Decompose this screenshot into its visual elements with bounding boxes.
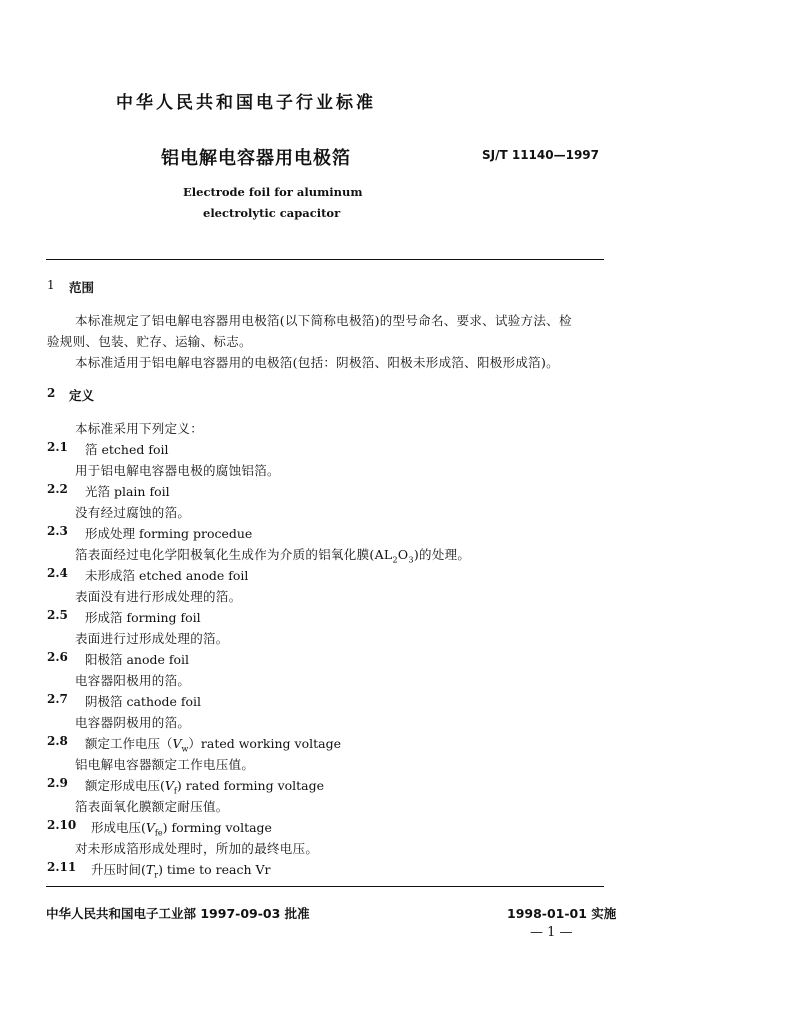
definition-number: 2.9 bbox=[47, 776, 68, 790]
section-1-number: 1 bbox=[47, 278, 55, 292]
definition-number: 2.8 bbox=[47, 734, 68, 748]
header-divider bbox=[46, 259, 604, 260]
definition-term: 形成处理 forming procedue bbox=[85, 526, 253, 541]
definition-term: 光箔 plain foil bbox=[85, 484, 170, 499]
section-1-paragraph-1-line-1: 本标准规定了铝电解电容器用电极箔(以下简称电极箔)的型号命名、要求、试验方法、检 bbox=[75, 313, 572, 328]
definition-description: 对未形成箔形成处理时，所加的最终电压。 bbox=[75, 841, 319, 856]
document-title-en-line2: electrolytic capacitor bbox=[203, 206, 341, 220]
document-title-zh: 铝电解电容器用电极箔 bbox=[161, 148, 351, 169]
section-1-paragraph-1-line-2: 验规则、包装、贮存、运输、标志。 bbox=[47, 334, 252, 349]
definition-number: 2.10 bbox=[47, 818, 77, 832]
section-2-title: 定义 bbox=[69, 388, 95, 403]
definition-description: 表面进行过形成处理的箔。 bbox=[75, 631, 229, 646]
definition-term: 额定工作电压$(V_w)rated$ working voltage bbox=[85, 736, 341, 754]
definition-description: 铝电解电容器额定工作电压值。 bbox=[75, 757, 255, 772]
definition-number: 2.7 bbox=[47, 692, 68, 706]
definition-number: 2.3 bbox=[47, 524, 68, 538]
definition-description: 用于铝电解电容器电极的腐蚀铝箔。 bbox=[75, 463, 280, 478]
definition-number: 2.5 bbox=[47, 608, 68, 622]
definition-term: 形成箔 forming foil bbox=[85, 610, 201, 625]
section-2-intro: 本标准采用下列定义： bbox=[75, 421, 204, 436]
definition-description: 箔表面经过电化学阳极氧化生成作为介质的铝氧化膜$(AL_2O_3)$的处理。 bbox=[75, 547, 471, 565]
document-title-en-line1: Electrode foil for aluminum bbox=[183, 185, 363, 199]
definition-term: 箔 etched foil bbox=[85, 442, 169, 457]
definition-term: 形成电压$(V_{fe})$ forming voltage bbox=[91, 820, 272, 838]
footer-divider bbox=[46, 886, 604, 887]
definition-term: 阳极箔 anode foil bbox=[85, 652, 190, 667]
definition-number: 2.11 bbox=[47, 860, 77, 874]
effective-date: 1998-01-01 实施 bbox=[507, 906, 617, 921]
page-number: — 1 — bbox=[530, 925, 573, 940]
definition-number: 2.6 bbox=[47, 650, 68, 664]
definition-term: 未形成箔 etched anode foil bbox=[85, 568, 249, 583]
definition-number: 2.1 bbox=[47, 440, 68, 454]
definition-term: 额定形成电压$(V_f)$ rated forming voltage bbox=[85, 778, 325, 796]
definition-term: 升压时间$(T_r)$ time to reach Vr bbox=[91, 862, 271, 880]
standard-number: SJ/T 11140—1997 bbox=[482, 148, 599, 162]
definition-description: 表面没有进行形成处理的箔。 bbox=[75, 589, 242, 604]
definition-description: 电容器阳极用的箔。 bbox=[75, 673, 191, 688]
definition-term: 阴极箔 cathode foil bbox=[85, 694, 202, 709]
definition-number: 2.2 bbox=[47, 482, 68, 496]
definition-description: 电容器阴极用的箔。 bbox=[75, 715, 191, 730]
definition-description: 箔表面氧化膜额定耐压值。 bbox=[75, 799, 229, 814]
definition-description: 没有经过腐蚀的箔。 bbox=[75, 505, 191, 520]
issuing-organization: 中华人民共和国电子行业标准 bbox=[116, 93, 376, 113]
approval-line: 中华人民共和国电子工业部 1997-09-03 批准 bbox=[46, 906, 310, 921]
section-1-title: 范围 bbox=[69, 280, 95, 295]
section-2-number: 2 bbox=[47, 386, 56, 400]
definition-number: 2.4 bbox=[47, 566, 68, 580]
section-1-paragraph-2: 本标准适用于铝电解电容器用的电极箔(包括：阴极箔、阳极未形成箔、阳极形成箔)。 bbox=[75, 355, 559, 370]
